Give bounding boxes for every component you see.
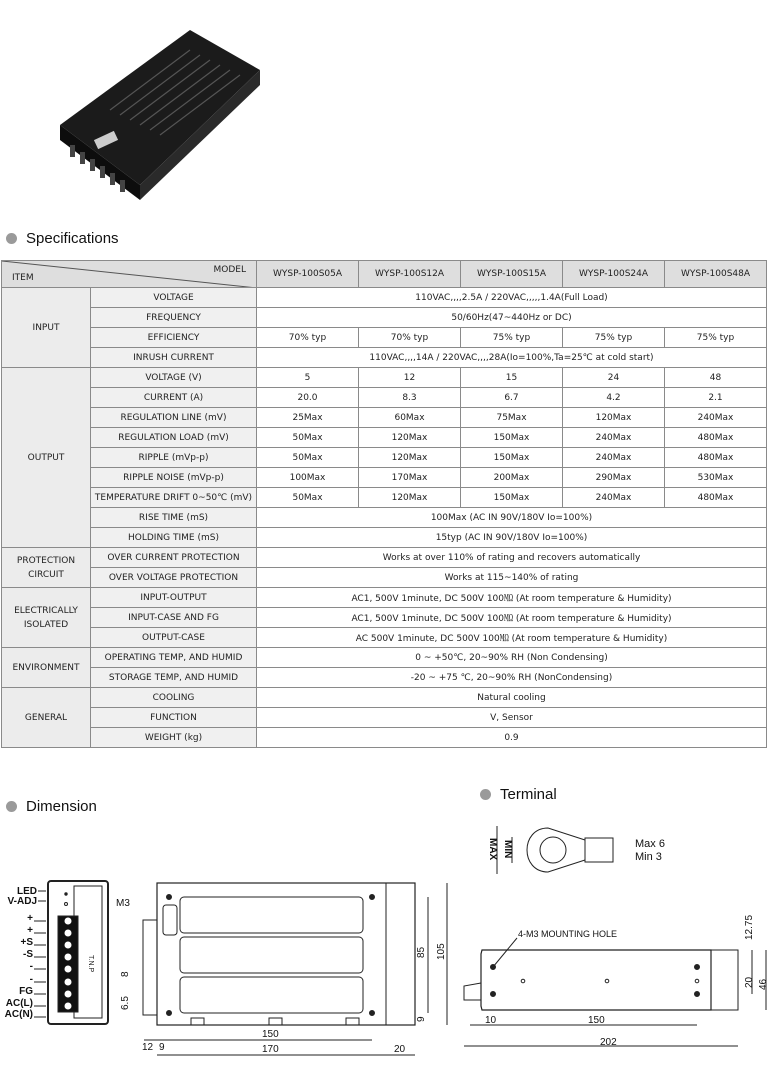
dimension-heading: Dimension [6,798,97,815]
value-cell: 5 [257,368,359,388]
item-cell: VOLTAGE (V) [91,368,257,388]
value-cell: 70% typ [359,328,461,348]
table-row [2,408,767,428]
group-cell: ENVIRONMENT [2,648,91,688]
ring-terminal [527,828,585,872]
terminal-screw-icon [65,930,72,937]
value-cell-span: AC 500V 1minute, DC 500V 100㏁ (At room temperature & Humidity) [257,628,767,648]
value-cell: 120Max [359,488,461,508]
dim-150-side: 150 [588,1015,605,1026]
model-header: WYSP-100S15A [461,261,563,288]
item-cell: RIPPLE NOISE (mVp-p) [91,468,257,488]
terminal-label: +S [20,937,33,948]
max-label: MAX [487,838,498,861]
item-cell: CURRENT (A) [91,388,257,408]
value-cell: 150Max [461,448,563,468]
model-header: WYSP-100S48A [665,261,767,288]
value-cell: 75% typ [665,328,767,348]
item-cell: OUTPUT-CASE [91,628,257,648]
table-row [2,668,767,688]
min-note: Min 3 [635,851,662,863]
terminal-screw-icon [65,991,72,998]
item-cell: WEIGHT (kg) [91,728,257,748]
table-row [2,688,767,708]
table-row [2,468,767,488]
dim-20-side: 20 [744,976,755,988]
group-cell: ELECTRICALLY ISOLATED [2,588,91,648]
item-cell: REGULATION LOAD (mV) [91,428,257,448]
terminal-screw-icon [65,942,72,949]
value-cell: 480Max [665,448,767,468]
header-model: MODEL [213,265,246,275]
value-cell: 240Max [665,408,767,428]
item-cell: OVER CURRENT PROTECTION [91,548,257,568]
terminal-label: AC(N) [4,1009,33,1020]
item-cell: HOLDING TIME (mS) [91,528,257,548]
value-cell-span: AC1, 500V 1minute, DC 500V 100㏁ (At room temperature & Humidity) [257,588,767,608]
value-cell: 75Max [461,408,563,428]
value-cell: 50Max [257,488,359,508]
table-row [2,508,767,528]
value-cell: 75% typ [461,328,563,348]
table-row [2,708,767,728]
terminal-label: - [29,974,33,985]
value-cell-span: V, Sensor [257,708,767,728]
value-cell: 70% typ [257,328,359,348]
item-cell: INRUSH CURRENT [91,348,257,368]
table-row [2,388,767,408]
model-header: WYSP-100S12A [359,261,461,288]
group-cell: PROTECTION CIRCUIT [2,548,91,588]
item-cell: OPERATING TEMP, AND HUMID [91,648,257,668]
dim-150: 150 [262,1029,279,1040]
value-cell: 240Max [563,448,665,468]
m3-label: M3 [116,898,130,909]
value-cell: 150Max [461,428,563,448]
product-photo [40,15,260,205]
item-cell: FUNCTION [91,708,257,728]
group-cell: GENERAL [2,688,91,748]
value-cell-span: 100Max (AC IN 90V/180V Io=100%) [257,508,767,528]
table-row [2,528,767,548]
specifications-heading: Specifications [6,230,119,247]
table-row [2,368,767,388]
model-header: WYSP-100S05A [257,261,359,288]
value-cell: 120Max [359,428,461,448]
dim-12: 12 [142,1042,154,1053]
item-cell: EFFICIENCY [91,328,257,348]
item-cell: COOLING [91,688,257,708]
item-cell: INPUT-CASE AND FG [91,608,257,628]
table-row [2,608,767,628]
item-cell: FREQUENCY [91,308,257,328]
value-cell: 60Max [359,408,461,428]
body-top-view [157,883,415,1025]
table-row [2,648,767,668]
terminal-screw-icon [65,966,72,973]
terminal-label: - [29,961,33,972]
value-cell: 20.0 [257,388,359,408]
dim-10: 10 [485,1015,497,1026]
value-cell-span: 50/60Hz(47~440Hz or DC) [257,308,767,328]
dim-20: 20 [394,1044,406,1055]
dim-85: 85 [416,946,427,958]
value-cell: 480Max [665,428,767,448]
value-cell: 100Max [257,468,359,488]
model-header: WYSP-100S24A [563,261,665,288]
value-cell: 48 [665,368,767,388]
terminal-label: V-ADJ [7,896,37,907]
value-cell-span: Works at 115~140% of rating [257,568,767,588]
table-row [2,728,767,748]
value-cell: 150Max [461,488,563,508]
value-cell-span: Works at over 110% of rating and recovers automatically [257,548,767,568]
terminal-screw-icon [65,954,72,961]
item-cell: RISE TIME (mS) [91,508,257,528]
table-row [2,628,767,648]
item-cell: REGULATION LINE (mV) [91,408,257,428]
item-cell: OVER VOLTAGE PROTECTION [91,568,257,588]
dimension-drawing [0,860,460,1070]
value-cell: 4.2 [563,388,665,408]
mounting-hole-label: 4-M3 MOUNTING HOLE [518,929,618,939]
header-corner [2,261,257,288]
value-cell: 480Max [665,488,767,508]
max-note: Max 6 [635,838,665,850]
value-cell: 170Max [359,468,461,488]
terminal-label: LED [17,886,37,897]
dim-170: 170 [262,1044,279,1055]
dim-12-75: 12.75 [744,914,755,940]
dim-202: 202 [600,1037,617,1048]
table-row [2,308,767,328]
table-row [2,548,767,568]
value-cell: 2.1 [665,388,767,408]
terminal-label: + [27,925,33,936]
item-cell: RIPPLE (mVp-p) [91,448,257,468]
tnp-label: T.N.P [87,955,94,973]
value-cell-span: 15typ (AC IN 90V/180V Io=100%) [257,528,767,548]
body-side-view [481,950,711,1010]
table-row [2,588,767,608]
value-cell-span: 0 ~ +50℃, 20~90% RH (Non Condensing) [257,648,767,668]
terminal-label: + [27,913,33,924]
dim-8: 8 [120,971,131,977]
value-cell-span: 110VAC,,,,2.5A / 220VAC,,,,,1.4A(Full Load) [257,288,767,308]
value-cell: 75% typ [563,328,665,348]
group-cell: INPUT [2,288,91,368]
value-cell: 25Max [257,408,359,428]
value-cell: 8.3 [359,388,461,408]
value-cell: 120Max [359,448,461,468]
dim-9: 9 [159,1042,165,1053]
table-row [2,328,767,348]
value-cell: 240Max [563,428,665,448]
value-cell: 12 [359,368,461,388]
terminal-heading: Terminal [480,786,557,803]
dim-6-5: 6.5 [120,996,131,1010]
item-cell: INPUT-OUTPUT [91,588,257,608]
group-cell: OUTPUT [2,368,91,548]
terminal-screw-icon [65,918,72,925]
value-cell-span: 110VAC,,,,14A / 220VAC,,,,28A(Io=100%,Ta=25℃ at cold start) [257,348,767,368]
value-cell: 24 [563,368,665,388]
terminal-screw-icon [65,979,72,986]
terminal-screw-icon [65,1003,72,1010]
table-row [2,348,767,368]
header-item: ITEM [12,273,34,283]
value-cell: 120Max [563,408,665,428]
value-cell-span: AC1, 500V 1minute, DC 500V 100㏁ (At room temperature & Humidity) [257,608,767,628]
item-cell: TEMPERATURE DRIFT 0~50℃ (mV) [91,488,257,508]
table-row [2,288,767,308]
value-cell-span: -20 ~ +75 ℃, 20~90% RH (NonCondensing) [257,668,767,688]
item-cell: VOLTAGE [91,288,257,308]
bullet-icon [6,233,17,244]
terminal-label: -S [23,949,33,960]
value-cell: 240Max [563,488,665,508]
table-header-row [2,261,767,288]
item-cell: STORAGE TEMP, AND HUMID [91,668,257,688]
terminal-screw-icon [65,1014,72,1021]
specifications-table [1,260,767,748]
value-cell-span: 0.9 [257,728,767,748]
value-cell: 50Max [257,448,359,468]
table-row [2,488,767,508]
value-cell: 15 [461,368,563,388]
min-label: MIN [502,840,513,859]
value-cell: 530Max [665,468,767,488]
terminal-drawing [460,780,770,1070]
table-row [2,568,767,588]
bullet-icon [6,801,17,812]
terminal-label: AC(L) [5,998,33,1009]
value-cell: 200Max [461,468,563,488]
value-cell: 50Max [257,428,359,448]
dim-9-right: 9 [416,1016,427,1022]
dim-46: 46 [758,978,769,990]
value-cell: 6.7 [461,388,563,408]
table-row [2,448,767,468]
value-cell: 290Max [563,468,665,488]
dim-105: 105 [436,943,447,960]
value-cell-span: Natural cooling [257,688,767,708]
terminal-label: FG [19,986,33,997]
table-row [2,428,767,448]
